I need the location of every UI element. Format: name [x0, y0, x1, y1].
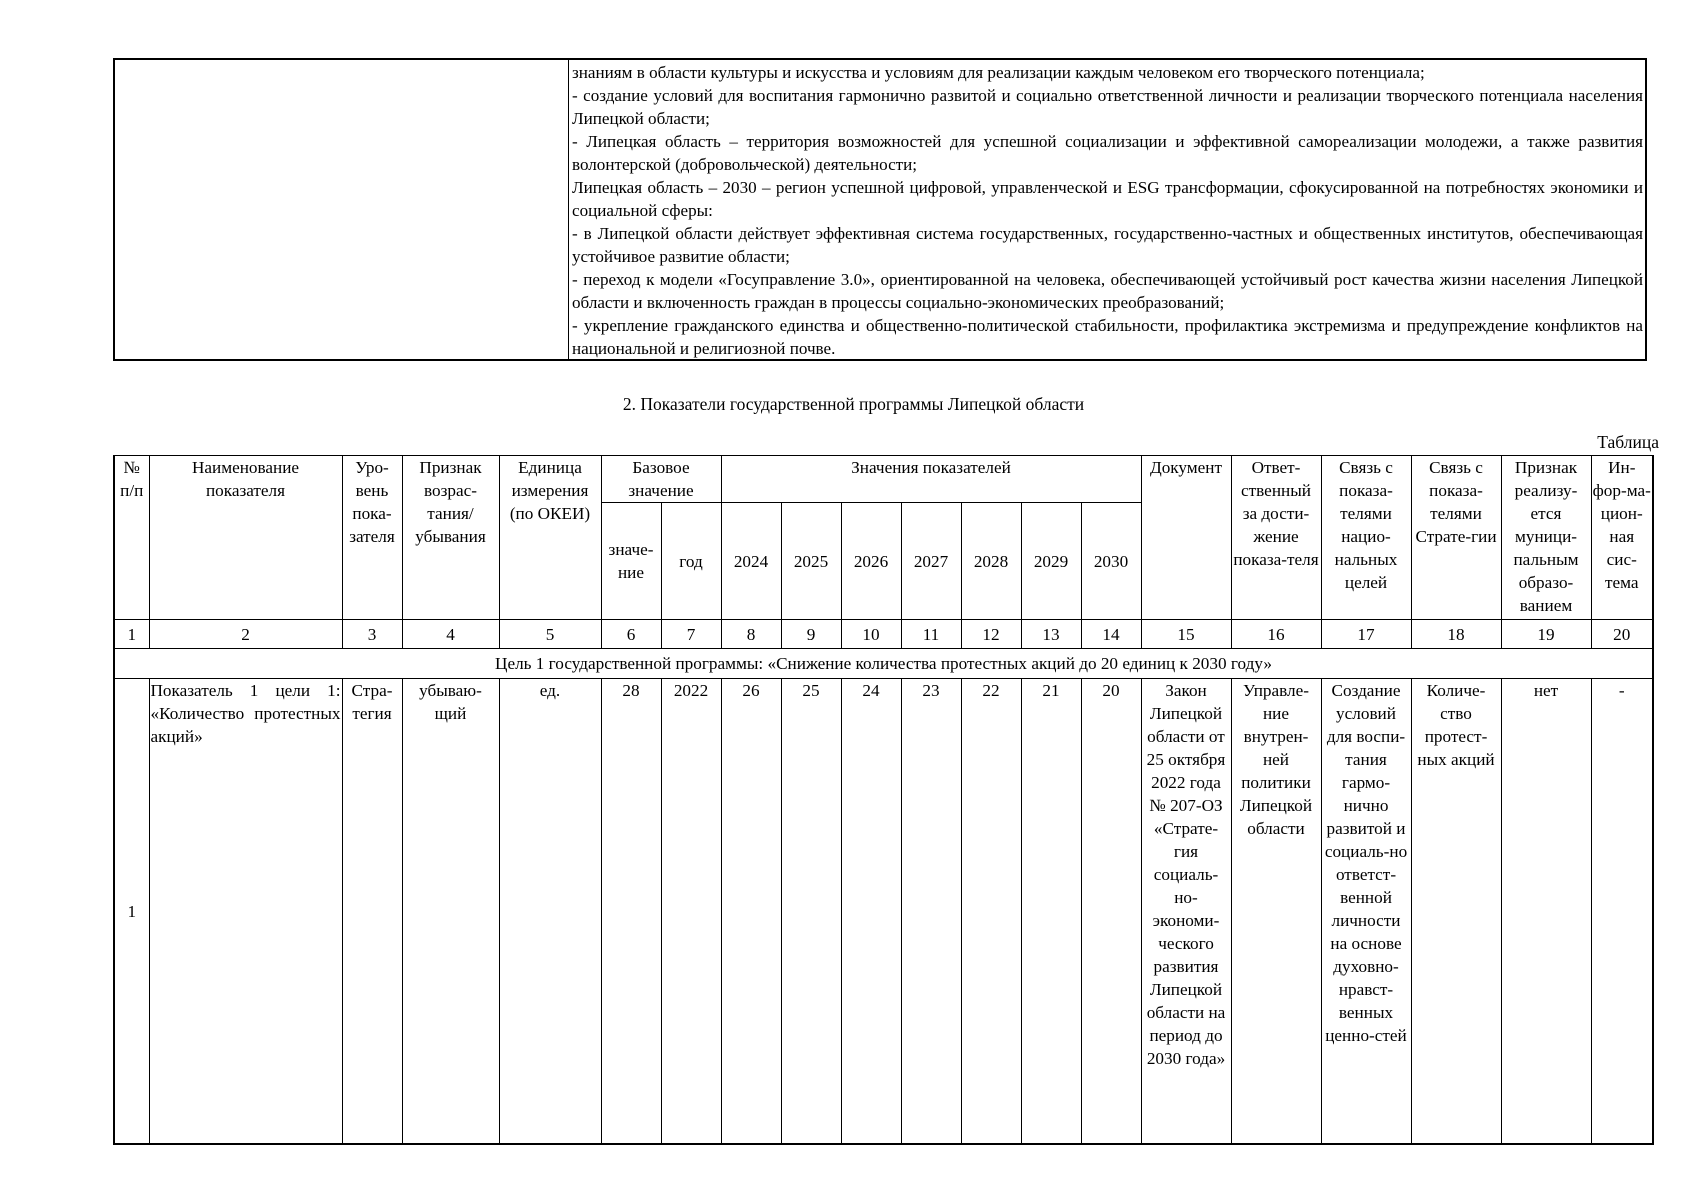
header-document: Документ	[1141, 456, 1231, 620]
header-base-value: значе-ние	[601, 503, 661, 620]
column-number: 9	[781, 620, 841, 649]
column-number: 11	[901, 620, 961, 649]
column-number: 12	[961, 620, 1021, 649]
column-number: 8	[721, 620, 781, 649]
header-year: 2026	[841, 503, 901, 620]
column-number: 14	[1081, 620, 1141, 649]
goals-paragraph: Липецкая область – 2030 – регион успешной цифровой, управленческой и ESG трансформации, сфокусированной на потребностях экономики и социальной сферы:	[572, 178, 1643, 220]
row-value-2025: 25	[781, 679, 841, 1145]
row-base-value: 28	[601, 679, 661, 1145]
goal-title: Цель 1 государственной программы: «Снижение количества протестных акций до 20 единиц к 2030 году»	[114, 649, 1653, 679]
column-number: 5	[499, 620, 601, 649]
row-value-2030: 20	[1081, 679, 1141, 1145]
header-base-year: год	[661, 503, 721, 620]
header-name: Наименование показателя	[149, 456, 342, 620]
row-value-2028: 22	[961, 679, 1021, 1145]
column-number: 18	[1411, 620, 1501, 649]
header-national-goals: Связь с показа-телями нацио-нальных целей	[1321, 456, 1411, 620]
goals-paragraph: - создание условий для воспитания гармонично развитой и социально ответственной личности и реализации творческого потенциала населения Липецкой области;	[572, 86, 1643, 128]
header-municipal: Признак реализу-ется муници-пальным образо-ванием	[1501, 456, 1591, 620]
column-number: 1	[114, 620, 149, 649]
row-base-year: 2022	[661, 679, 721, 1145]
row-info-system: -	[1591, 679, 1653, 1145]
strategy-goals-text-cell	[571, 60, 1645, 359]
header-trend: Признак возрас-тания/ убывания	[402, 456, 499, 620]
header-level: Уро-вень пока-зателя	[342, 456, 402, 620]
empty-left-cell	[115, 60, 569, 359]
row-value-2029: 21	[1021, 679, 1081, 1145]
header-year: 2024	[721, 503, 781, 620]
row-responsible: Управле-ние внутрен-ней политики Липецкой области	[1231, 679, 1321, 1145]
strategy-goals-table-continuation	[113, 58, 1647, 361]
row-strategy: Количе-ство протест-ных акций	[1411, 679, 1501, 1145]
header-info-system: Ин-фор-ма-цион-ная сис-тема	[1591, 456, 1653, 620]
header-values: Значения показателей	[721, 456, 1141, 503]
row-value-2024: 26	[721, 679, 781, 1145]
row-trend: убываю-щий	[402, 679, 499, 1145]
goals-paragraph: - переход к модели «Госуправление 3.0», ориентированной на человека, обеспечивающей устойчивый рост качества жизни населения Липецкой области и включенность граждан в процессы социально-экономических преобразований;	[572, 270, 1643, 312]
column-number: 15	[1141, 620, 1231, 649]
column-number: 16	[1231, 620, 1321, 649]
header-num: № п/п	[114, 456, 149, 620]
column-number: 19	[1501, 620, 1591, 649]
goal-row	[114, 649, 1653, 679]
column-number: 7	[661, 620, 721, 649]
row-document: Закон Липецкой области от 25 октября 2022 года № 207-ОЗ «Страте-гия социаль-но-экономи-ческого развития Липецкой области на период до 2030 года»	[1141, 679, 1231, 1145]
header-year: 2029	[1021, 503, 1081, 620]
header-year: 2030	[1081, 503, 1141, 620]
column-number: 10	[841, 620, 901, 649]
column-number: 3	[342, 620, 402, 649]
header-base: Базовое значение	[601, 456, 721, 503]
column-number: 17	[1321, 620, 1411, 649]
row-value-2027: 23	[901, 679, 961, 1145]
goals-paragraph: - Липецкая область – территория возможностей для успешной социализации и эффективной самореализации молодежи, а также развития волонтерской (добровольческой) деятельности;	[572, 132, 1643, 174]
column-number: 20	[1591, 620, 1653, 649]
row-indicator-name: Показатель 1 цели 1: «Количество протестных акций»	[149, 679, 342, 1145]
goals-paragraph: - укрепление гражданского единства и общественно-политической стабильности, профилактика экстремизма и предупреждение конфликтов на национальной и религиозной почве.	[572, 316, 1643, 358]
row-unit: ед.	[499, 679, 601, 1145]
row-level: Стра-тегия	[342, 679, 402, 1145]
header-row-1	[114, 456, 1653, 503]
row-value-2026: 24	[841, 679, 901, 1145]
header-unit: Единица измерения (по ОКЕИ)	[499, 456, 601, 620]
row-num: 1	[114, 679, 149, 1145]
row-national-goals: Создание условий для воспи-тания гармо-нично развитой и социаль-но ответст-венной личности на основе духовно-нравст-венных ценно-стей	[1321, 679, 1411, 1145]
table-caption: Таблица	[1597, 432, 1659, 452]
goals-paragraph: - в Липецкой области действует эффективная система государственных, государственно-частных и общественных институтов, обеспечивающая устойчивое развитие области;	[572, 224, 1643, 266]
header-strategy: Связь с показа-телями Страте-гии	[1411, 456, 1501, 620]
goals-paragraph: знаниям в области культуры и искусства и условиям для реализации каждым человеком его творческого потенциала;	[572, 63, 1425, 82]
header-year: 2028	[961, 503, 1021, 620]
header-year: 2027	[901, 503, 961, 620]
indicators-table	[113, 455, 1654, 1145]
column-number-row	[114, 620, 1653, 649]
row-municipal: нет	[1501, 679, 1591, 1145]
column-number: 13	[1021, 620, 1081, 649]
column-number: 6	[601, 620, 661, 649]
column-number: 4	[402, 620, 499, 649]
header-year: 2025	[781, 503, 841, 620]
section-heading: 2. Показатели государственной программы Липецкой области	[622, 394, 1085, 414]
header-responsible: Ответ-ственный за дости-жение показа-теля	[1231, 456, 1321, 620]
column-number: 2	[149, 620, 342, 649]
table-row	[114, 679, 1653, 1145]
